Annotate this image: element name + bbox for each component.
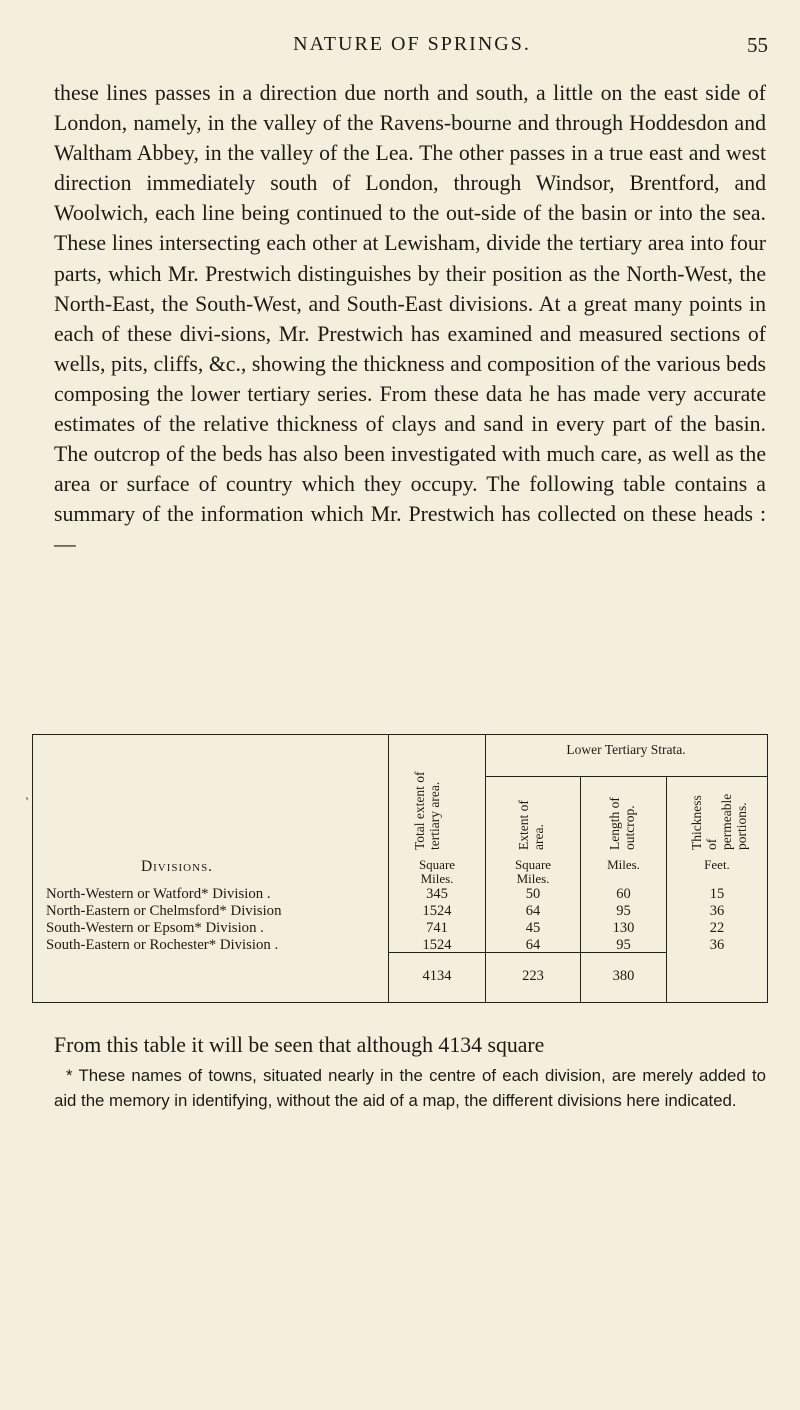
total-total: 4134 bbox=[422, 968, 452, 984]
divisions-label: Divisions. bbox=[140, 858, 214, 875]
row-label: North-Eastern or Chelmsford* Division bbox=[46, 903, 282, 919]
cell-total: 1524 bbox=[422, 903, 452, 919]
table-left-rule bbox=[32, 734, 33, 1002]
cell-length: 95 bbox=[616, 903, 631, 919]
cell-extent: 45 bbox=[525, 920, 541, 936]
continuation-text: From this table it will be seen that although 4134 square bbox=[54, 1033, 545, 1057]
cell-length: 95 bbox=[616, 937, 631, 953]
running-head: NATURE OF SPRINGS. bbox=[293, 33, 531, 55]
table-right-rule bbox=[767, 734, 768, 1002]
group-header: Lower Tertiary Strata. bbox=[566, 742, 686, 757]
cell-thickness: 15 bbox=[709, 886, 725, 902]
col-header-total: Total extent of tertiary area. bbox=[412, 771, 442, 850]
total-length: 380 bbox=[612, 968, 635, 984]
col-header-extent: Extent of area. bbox=[516, 800, 546, 850]
group-header-rule bbox=[485, 776, 767, 777]
cell-extent: 64 bbox=[525, 903, 541, 919]
table-top-rule bbox=[32, 734, 768, 735]
body-paragraph: these lines passes in a direction due north and south, a little on the east side of London, namely, in the valley of the Ravens-bourne and through Hoddesdon and Waltham Abbey, in the valley of the Lea. The other passes in a true east and west direction immediately south of London, through Windsor, Brentford, and Woolwich, each line being continued to the out-side of the basin or into the sea. These lines intersecting each other at Lewisham, divide the tertiary area into four parts, which Mr. Prestwich distinguishes by their position as the North-West, the North-East, the South-West, and South-East divisions. At a great many points in each of these divi-sions, Mr. Prestwich has examined and measured sections of wells, pits, cliffs, &c., showing the thickness and composition of the various beds composing the lower tertiary series. From these data he has made very accurate estimates of the relative thickness of clays and sand in every part of the basin. The outcrop of the beds has also been investigated with much care, as well as the area or surface of country which they occupy. The following table contains a summary of the information which Mr. Prestwich has collected on these heads :— bbox=[54, 81, 766, 557]
total-extent: 223 bbox=[522, 968, 544, 984]
unit-total: Square Miles. bbox=[418, 857, 456, 886]
cell-extent: 50 bbox=[525, 886, 541, 902]
cell-thickness: 22 bbox=[709, 920, 725, 936]
row-label: South-Western or Epsom* Division . bbox=[46, 920, 264, 936]
footnote-text: * These names of towns, situated nearly in the centre of each division, are merely added to aid the memory in identifying, without the aid of a map, the different divisions here indicated. bbox=[54, 1066, 766, 1110]
cell-total: 741 bbox=[426, 920, 448, 936]
col-header-length: Length of outcrop. bbox=[607, 797, 637, 850]
unit-length: Miles. bbox=[607, 857, 640, 872]
stray-mark: ' bbox=[26, 794, 29, 808]
cell-length: 60 bbox=[616, 886, 631, 902]
footnote bbox=[54, 1064, 766, 1113]
row-label: North-Western or Watford* Division . bbox=[46, 886, 271, 902]
cell-thickness: 36 bbox=[709, 903, 725, 919]
cell-extent: 64 bbox=[525, 937, 541, 953]
body-text bbox=[54, 78, 766, 560]
cell-length: 130 bbox=[612, 920, 635, 936]
row-label: South-Eastern or Rochester* Division . bbox=[46, 937, 279, 953]
page-number: 55 bbox=[747, 33, 768, 57]
page-header bbox=[56, 33, 768, 63]
table-bottom-rule bbox=[32, 1002, 768, 1003]
col-header-thickness: Thickness of permeable portions. bbox=[689, 793, 749, 850]
unit-thickness: Feet. bbox=[704, 857, 730, 872]
cell-total: 345 bbox=[426, 886, 448, 902]
unit-extent: Square Miles. bbox=[514, 857, 552, 886]
cell-total: 1524 bbox=[422, 937, 452, 953]
cell-thickness: 36 bbox=[709, 937, 725, 953]
